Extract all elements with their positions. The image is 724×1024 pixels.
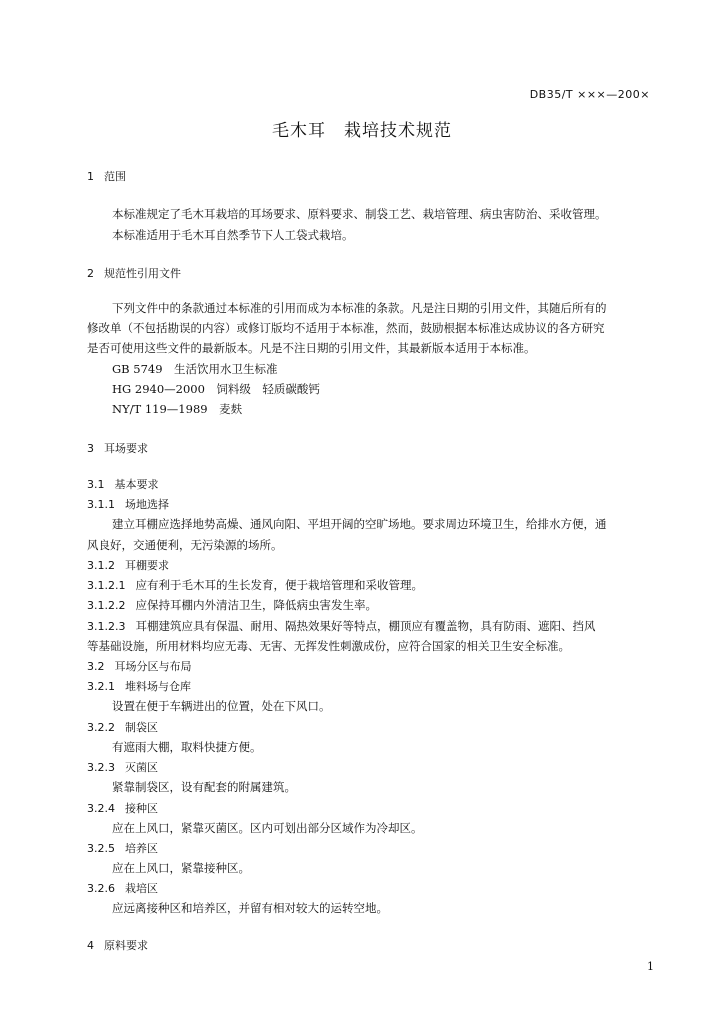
clause-text: 应保持耳棚内外清洁卫生，降低病虫害发生率。 (135, 598, 377, 612)
subsection-heading (87, 840, 158, 856)
section-number: 3.2.6 (87, 882, 115, 895)
section-title: 规范性引用文件 (104, 267, 181, 280)
section-title: 堆料场与仓库 (125, 680, 191, 693)
document-code: DB35/T ×××—200× (529, 88, 650, 101)
page-number: 1 (647, 960, 654, 973)
section-2-heading (87, 265, 181, 281)
reference-item: NY/T 119—1989 麦麸 (112, 402, 243, 416)
section-number: 3 (87, 442, 94, 455)
section-number: 3.2.4 (87, 802, 115, 815)
clause-text: 耳棚建筑应具有保温、耐用、隔热效果好等特点，棚顶应有覆盖物，具有防雨、遮阳、挡风 (135, 619, 596, 633)
section-number: 3.2.5 (87, 842, 115, 855)
section-title: 耳场要求 (104, 442, 148, 455)
section-title: 接种区 (125, 802, 158, 815)
section-number: 3.2.2 (87, 721, 115, 734)
clause-number: 3.1.2.3 (87, 620, 126, 633)
paragraph-line: 风良好，交通便利，无污染源的场所。 (87, 538, 283, 552)
section-number: 2 (87, 267, 94, 280)
subsection-heading (87, 719, 158, 735)
section-number: 3.1.1 (87, 498, 115, 511)
section-title: 制袋区 (125, 721, 158, 734)
subsection-heading (87, 658, 192, 674)
page-title: 毛木耳 栽培技术规范 (272, 121, 452, 141)
section-number: 3.2.3 (87, 761, 115, 774)
paragraph: 紧靠制袋区，设有配套的附属建筑。 (112, 780, 296, 794)
section-title: 基本要求 (114, 478, 159, 491)
section-title: 耳场分区与布局 (114, 660, 192, 673)
subsection-heading (87, 476, 159, 492)
clause (87, 577, 423, 593)
section-number: 1 (87, 170, 94, 183)
clause-text: 应有利于毛木耳的生长发育，便于栽培管理和采收管理。 (135, 578, 423, 592)
paragraph: 本标准适用于毛木耳自然季节下人工袋式栽培。 (112, 228, 354, 242)
reference-item: GB 5749 生活饮用水卫生标准 (112, 362, 278, 376)
section-title: 范围 (104, 170, 126, 183)
paragraph-line: 下列文件中的条款通过本标准的引用而成为本标准的条款。凡是注日期的引用文件，其随后所有的 (112, 301, 607, 315)
subsection-heading (87, 880, 158, 896)
paragraph: 应在上风口，紧靠灭菌区。区内可划出部分区域作为冷却区。 (112, 821, 423, 835)
section-title: 栽培区 (125, 882, 158, 895)
section-4-heading (87, 937, 148, 953)
reference-item: HG 2940—2000 饲料级 轻质碳酸钙 (112, 382, 320, 396)
section-1-heading (87, 168, 126, 184)
subsection-heading (87, 496, 169, 512)
section-number: 3.1.2 (87, 559, 115, 572)
paragraph-line: 修改单（不包括勘误的内容）或修订版均不适用于本标准，然而，鼓励根据本标准达成协议的各方研究 (87, 321, 605, 335)
section-3-heading (87, 440, 148, 456)
paragraph: 设置在便于车辆进出的位置，处在下风口。 (112, 699, 331, 713)
paragraph-line: 是否可使用这些文件的最新版本。凡是不注日期的引用文件，其最新版本适用于本标准。 (87, 341, 536, 355)
subsection-heading (87, 759, 158, 775)
paragraph: 有遮雨大棚，取料快捷方便。 (112, 740, 262, 754)
clause-number: 3.1.2.2 (87, 599, 126, 612)
section-number: 4 (87, 939, 94, 952)
subsection-heading (87, 678, 191, 694)
section-title: 场地选择 (125, 498, 169, 511)
subsection-heading (87, 800, 158, 816)
paragraph-line: 等基础设施，所用材料均应无毒、无害、无挥发性刺激成份，应符合国家的相关卫生安全标准。 (87, 639, 570, 653)
section-number: 3.1 (87, 478, 105, 491)
clause (87, 597, 377, 613)
clause-number: 3.1.2.1 (87, 579, 126, 592)
section-number: 3.2 (87, 660, 105, 673)
section-title: 灭菌区 (125, 761, 158, 774)
paragraph: 应在上风口，紧靠接种区。 (112, 861, 250, 875)
clause (87, 618, 595, 634)
section-number: 3.2.1 (87, 680, 115, 693)
paragraph: 应远离接种区和培养区，并留有相对较大的运转空地。 (112, 901, 388, 915)
paragraph-line: 建立耳棚应选择地势高燥、通风向阳、平坦开阔的空旷场地。要求周边环境卫生，给排水方便，通 (112, 517, 607, 531)
subsection-heading (87, 557, 169, 573)
section-title: 原料要求 (104, 939, 148, 952)
paragraph: 本标准规定了毛木耳栽培的耳场要求、原料要求、制袋工艺、栽培管理、病虫害防治、采收管理。 (112, 207, 607, 221)
section-title: 培养区 (125, 842, 158, 855)
section-title: 耳棚要求 (125, 559, 169, 572)
